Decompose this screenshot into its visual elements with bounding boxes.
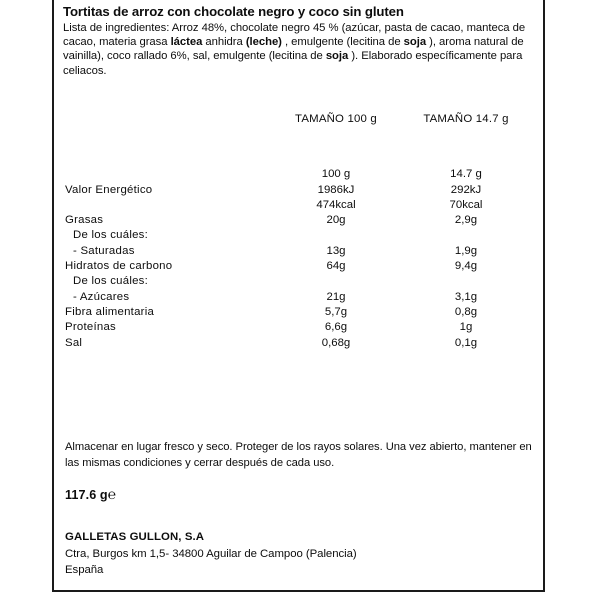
table-row [63, 274, 537, 289]
nutrient-value-100g: 0,68g [321, 336, 351, 349]
nutrient-value-portion: 3,1g [454, 290, 478, 303]
ingredients-paragraph [63, 21, 535, 78]
page-title: Tortitas de arroz con chocolate negro y coco sin gluten [63, 4, 404, 19]
header-gap [63, 127, 537, 167]
nutrient-value-100g: 64g [326, 260, 346, 273]
nutrient-label: Sal [65, 336, 83, 349]
label-content [63, 0, 537, 590]
nutrient-value-portion: 70kcal [449, 198, 483, 211]
nutrient-value-100g: 474kcal [316, 198, 356, 211]
ingredient-text: Lista de ingredientes: Arroz 48%, chocolate negro 45 % (azúcar, pasta de cacao, manteca de cacao, materia grasa [63, 22, 526, 49]
nutrient-label: Valor Energético [65, 183, 153, 196]
table-header-row [63, 112, 537, 127]
nutrient-value-100g: 5,7g [324, 305, 348, 318]
ingredient-text: ). Elaborado específicamente para celiacos. [63, 50, 523, 77]
nutrient-rows [63, 183, 537, 351]
allergen-text: soja [403, 36, 427, 49]
nutrient-value-portion: 9,4g [454, 260, 478, 273]
estimated-sign-icon: ℮ [107, 486, 117, 502]
nutrient-value-portion: 1g [459, 321, 473, 334]
table-row [63, 336, 537, 351]
nutrition-table [63, 112, 537, 351]
nutrition-label-panel [52, 0, 545, 592]
nutrient-label: Hidratos de carbono [65, 260, 173, 273]
nutrient-value-100g: 1986kJ [317, 183, 355, 196]
table-row [63, 183, 537, 198]
nutrient-label: - Azúcares [73, 290, 130, 303]
nutrient-label: De los cuáles: [73, 275, 149, 288]
serving-value-100g: 100 g [321, 168, 351, 181]
company-name: GALLETAS GULLON, S.A [65, 531, 205, 543]
table-row [63, 305, 537, 320]
nutrient-value-portion: 1,9g [454, 244, 478, 257]
table-row [63, 320, 537, 335]
table-row [63, 244, 537, 259]
ingredient-text: ), aroma natural de vainilla), coco rallado 6%, sal, emulgente (lecitina de [63, 36, 524, 63]
nutrient-value-100g: 6,6g [324, 321, 348, 334]
nutrient-label: - Saturadas [73, 244, 135, 257]
column-header-100g: TAMAÑO 100 g [295, 113, 377, 125]
ingredient-text: anhidra [202, 36, 246, 49]
company-country: España [65, 564, 104, 576]
nutrient-label: De los cuáles: [73, 229, 149, 242]
manufacturer-block [65, 529, 533, 579]
table-row [63, 213, 537, 228]
column-header-serving: TAMAÑO 14.7 g [423, 113, 509, 125]
allergen-text: (leche) [245, 36, 282, 49]
table-row [63, 228, 537, 243]
net-weight [65, 486, 116, 502]
nutrient-value-portion: 0,8g [454, 305, 478, 318]
storage-instructions: Almacenar en lugar fresco y seco. Proteger de los rayos solares. Una vez abierto, mantener en las mismas condiciones y cerrar después de cada uso. [65, 441, 532, 469]
table-row-serving-size [63, 167, 537, 182]
nutrient-label: Fibra alimentaria [65, 305, 155, 318]
ingredient-text: , emulgente (lecitina de [281, 36, 404, 49]
nutrient-value-100g: 21g [326, 290, 346, 303]
nutrient-label: Proteínas [65, 321, 117, 334]
nutrient-value-portion: 2,9g [454, 214, 478, 227]
table-row [63, 259, 537, 274]
nutrient-value-100g: 13g [326, 244, 346, 257]
nutrient-value-portion: 0,1g [454, 336, 478, 349]
nutrient-value-portion: 292kJ [450, 183, 482, 196]
table-row [63, 198, 537, 213]
table-row [63, 290, 537, 305]
nutrient-label: Grasas [65, 214, 104, 227]
serving-value-portion: 14.7 g [450, 168, 482, 181]
allergen-text: láctea [170, 36, 203, 49]
allergen-text: soja [325, 50, 349, 63]
company-address: Ctra, Burgos km 1,5- 34800 Aguilar de Campoo (Palencia) [65, 547, 357, 560]
net-weight-value: 117.6 g [65, 488, 108, 502]
nutrient-value-100g: 20g [326, 214, 346, 227]
